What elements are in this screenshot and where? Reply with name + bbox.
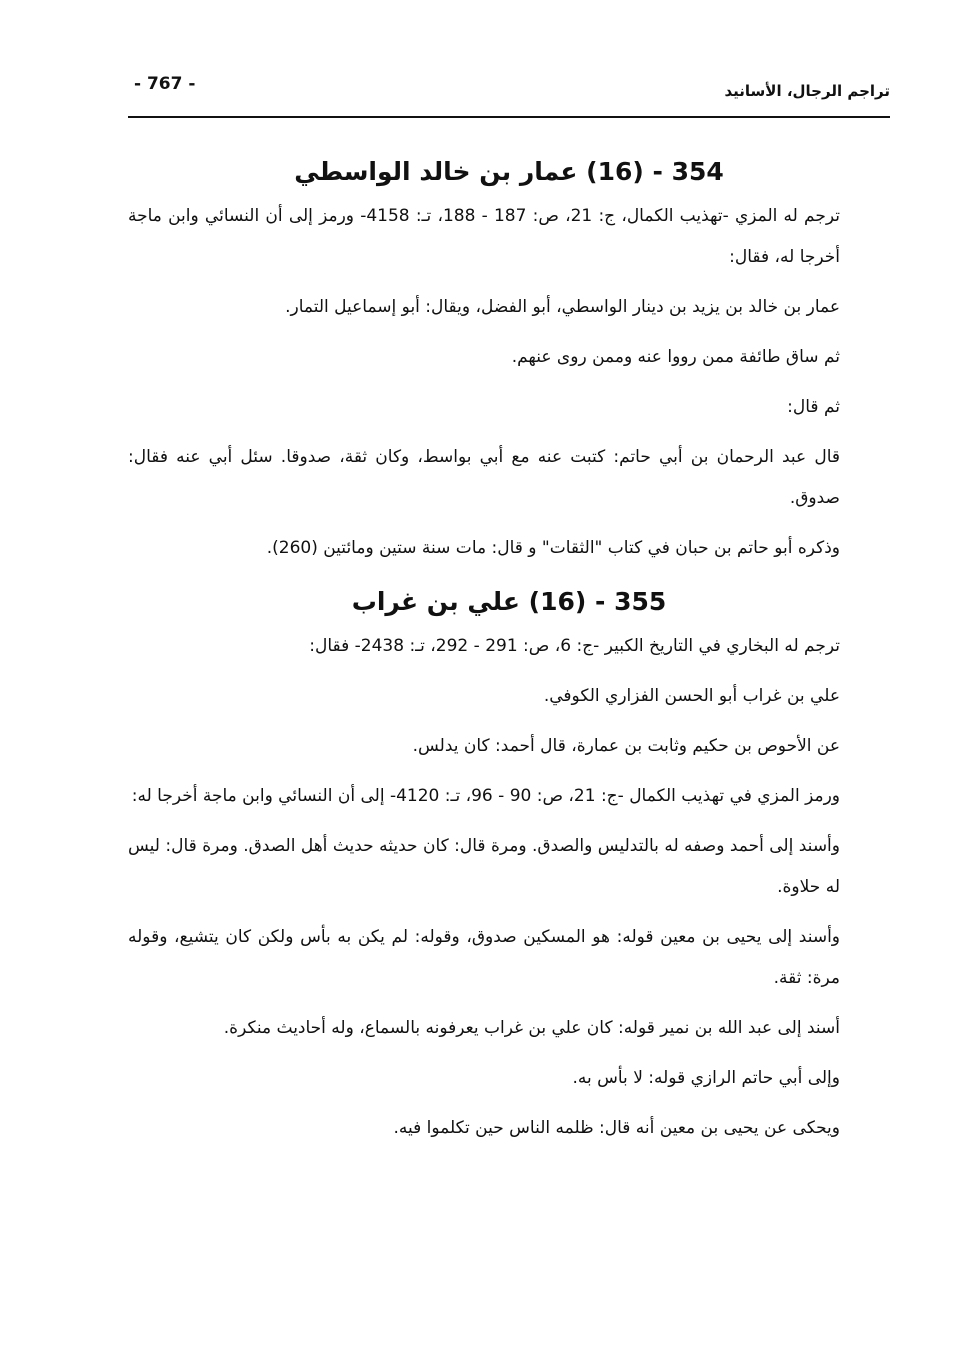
paragraph: ترجم له المزي -تهذيب الكمال، ج: 21، ص: 187 - 188، تـ: 4158- ورمز إلى أن النسائي وابن ماجة أخرجا له، فقال:	[128, 206, 840, 267]
paragraph: عمار بن خالد بن يزيد بن دينار الواسطي، أبو الفضل، ويقال: أبو إسماعيل التمار.	[285, 297, 840, 317]
paragraph: وإلى أبي حاتم الرازي قوله: لا بأس به.	[572, 1068, 840, 1088]
entry-heading-355: 355 - (16) علي بن غراب	[351, 587, 667, 616]
page-header	[128, 70, 890, 118]
page-number: - 767 -	[134, 74, 196, 94]
paragraph: عن الأحوص بن حكيم وثابت بن عمارة، قال أحمد: كان يدلس.	[412, 736, 840, 756]
paragraph: وذكره أبو حاتم بن حبان في كتاب "الثقات" و قال: مات سنة ستين ومائتين (260).	[266, 538, 840, 558]
paragraph: ورمز المزي في تهذيب الكمال -ج: 21، ص: 90 - 96، تـ: 4120- إلى أن النسائي وابن ماجة أخرجا له:	[131, 786, 840, 806]
paragraph: ثم قال:	[787, 397, 840, 417]
paragraph: قال عبد الرحمان بن أبي حاتم: كتبت عنه مع أبي بواسط، وكان ثقة، صدوقا. سئل أبي عنه فقال: صدوق.	[128, 447, 840, 508]
entry-heading-354: 354 - (16) عمار بن خالد الواسطي	[294, 157, 724, 186]
page-body	[128, 148, 890, 1158]
paragraph: ترجم له البخاري في التاريخ الكبير -ج: 6، ص: 291 - 292، تـ: 2438- فقال:	[309, 636, 840, 656]
paragraph: ويحكى عن يحيى بن معين أنه قال: ظلمه الناس حين تكلموا فيه.	[393, 1118, 840, 1138]
paragraph: وأسند إلى يحيى بن معين قوله: هو المسكين صدوق، وقوله: لم يكن به بأس ولكن كان يتشيع، وقوله مرة: ثقة.	[128, 927, 840, 988]
paragraph: ثم ساق طائفة ممن رووا عنه وممن روى عنهم.	[511, 347, 840, 367]
paragraph: أسند إلى عبد الله بن نمير قوله: كان علي بن غراب يعرفونه بالسماع، وله أحاديث منكرة.	[223, 1018, 840, 1038]
running-title: تراجم الرجال، الأسانيد	[724, 82, 890, 100]
paragraph: علي بن غراب أبو الحسن الفزاري الكوفي.	[543, 686, 840, 706]
paragraph: وأسند إلى أحمد وصفه له بالتدليس والصدق. ومرة قال: كان حديثه حديث أهل الصدق. ومرة قال: ليس له حلاوة.	[128, 836, 840, 897]
